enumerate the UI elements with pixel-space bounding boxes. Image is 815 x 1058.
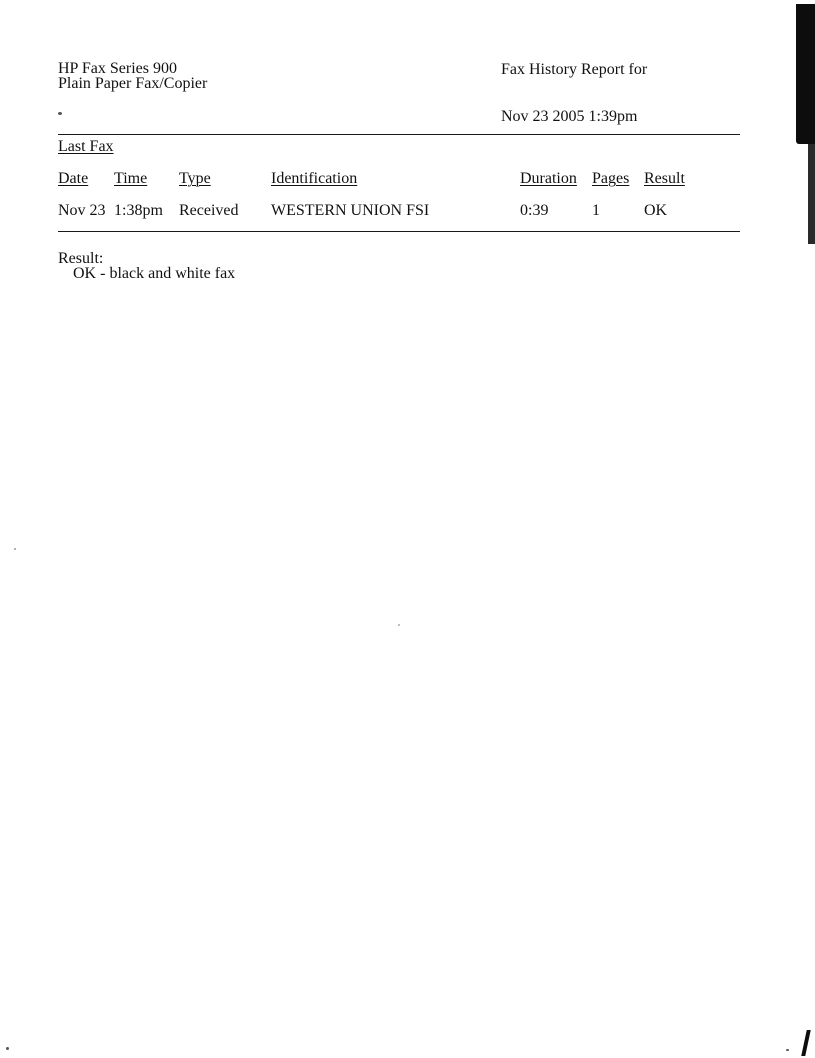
- result-legend-label: Result:: [58, 250, 104, 267]
- column-header-identification: Identification: [271, 170, 358, 187]
- device-model: Plain Paper Fax/Copier: [58, 75, 208, 92]
- row-type: Received: [179, 202, 239, 219]
- scan-speck: [58, 112, 62, 115]
- report-title: Fax History Report for: [501, 61, 648, 78]
- scan-speck: [6, 1047, 9, 1050]
- report-datetime: Nov 23 2005 1:39pm: [501, 108, 638, 125]
- row-time: 1:38pm: [114, 202, 163, 219]
- column-header-pages: Pages: [592, 170, 630, 187]
- scan-speck: [398, 624, 400, 626]
- row-identification: WESTERN UNION FSI: [271, 202, 430, 219]
- top-divider: [58, 134, 740, 135]
- column-header-result: Result: [644, 170, 685, 187]
- row-pages: 1: [592, 202, 600, 219]
- row-result: OK: [644, 202, 668, 219]
- scan-edge-artifact: [796, 4, 815, 144]
- bottom-divider: [58, 231, 740, 232]
- device-name: HP Fax Series 900: [58, 60, 177, 77]
- result-legend-description: OK - black and white fax: [73, 265, 236, 282]
- column-header-duration: Duration: [520, 170, 577, 187]
- column-header-time: Time: [114, 170, 148, 187]
- row-duration: 0:39: [520, 202, 549, 219]
- scan-speck: [14, 548, 16, 550]
- row-date: Nov 23: [58, 202, 106, 219]
- section-title-last-fax: Last Fax: [58, 138, 114, 155]
- scan-edge-artifact: [808, 144, 815, 244]
- scan-speck: [786, 1049, 789, 1051]
- scan-corner-mark: [801, 1030, 811, 1056]
- column-header-type: Type: [179, 170, 211, 187]
- column-header-date: Date: [58, 170, 89, 187]
